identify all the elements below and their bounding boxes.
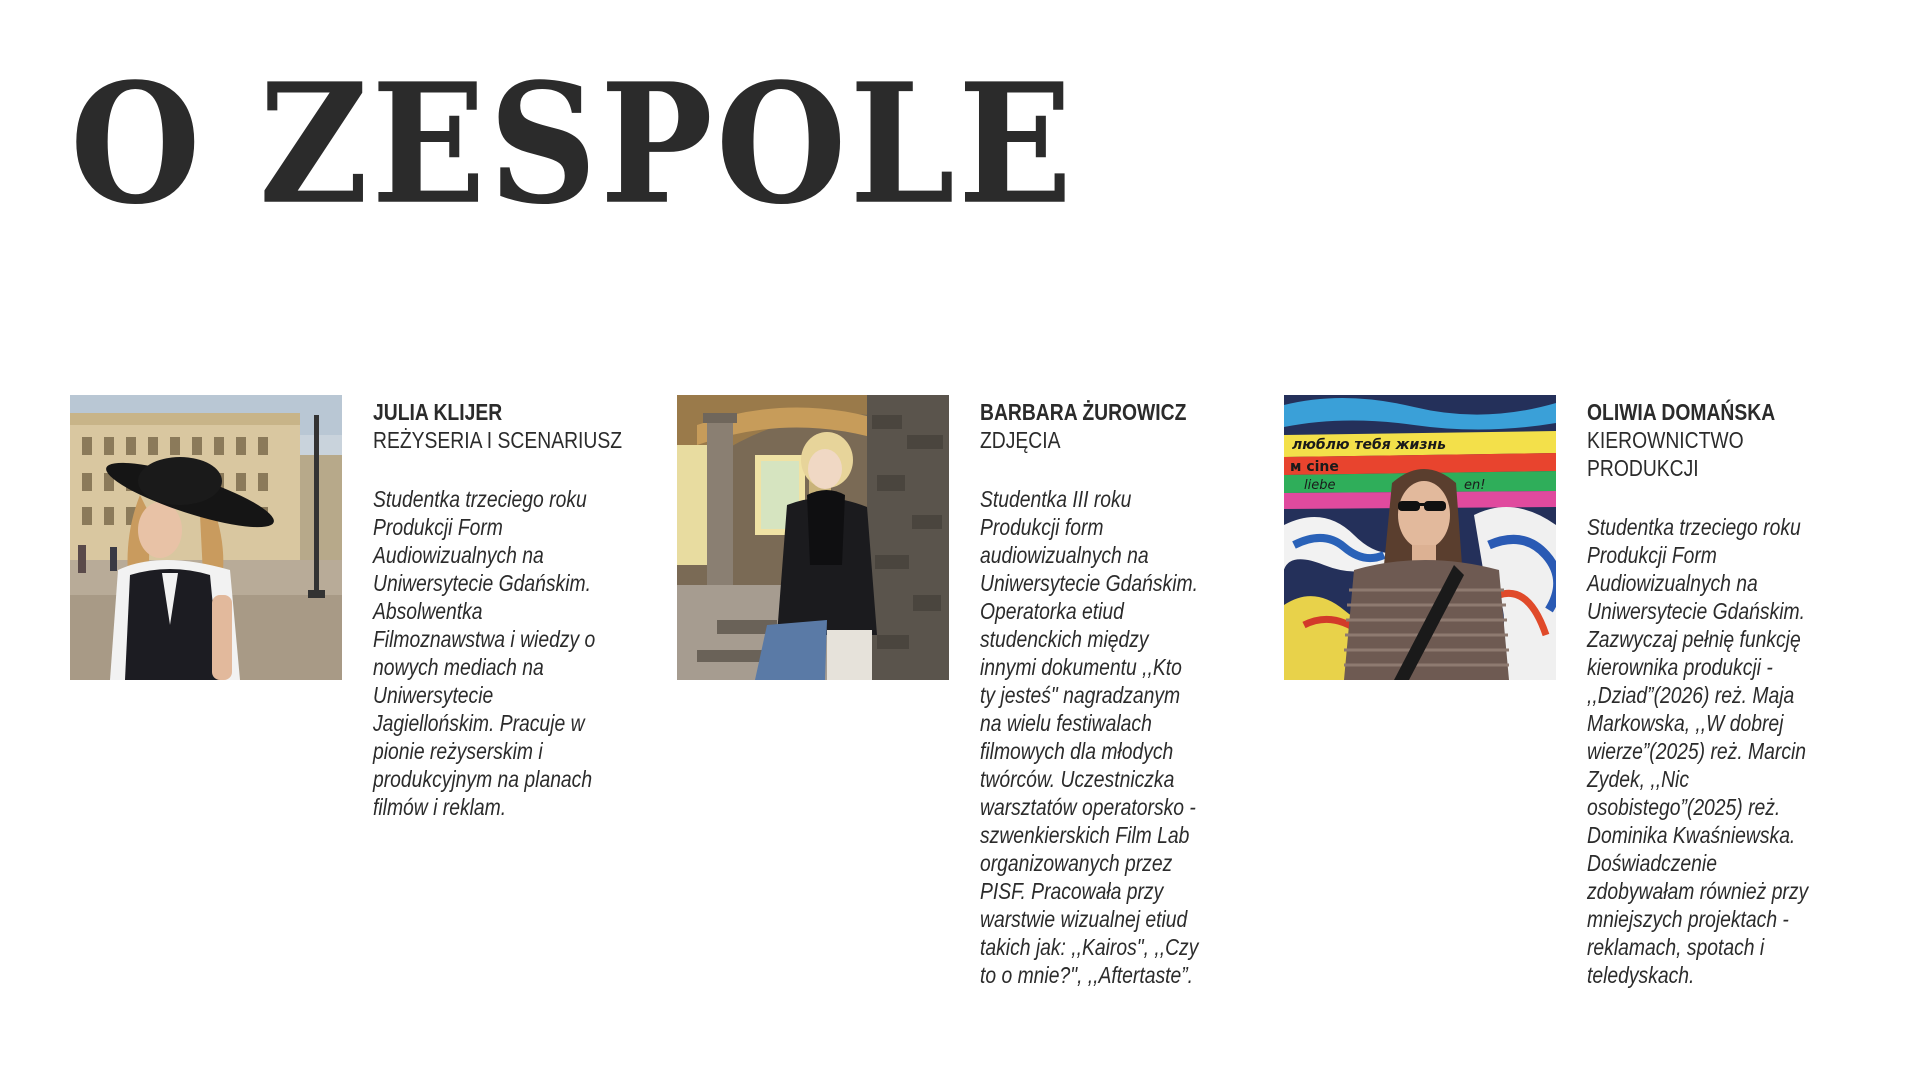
graffiti-text: liebe bbox=[1304, 478, 1336, 493]
member-role: ZDJĘCIA bbox=[980, 427, 1061, 453]
member-name: BARBARA ŻUROWICZ bbox=[980, 399, 1187, 425]
photo-arcade-image bbox=[677, 395, 949, 680]
member-bio: Studentka trzeciego roku Produkcji Form Audiowizualnych na Uniwersytecie Gdańskim. Zazwyczaj pełnię funkcję kierownika produkcji - ,,Dziad”(2026) reż. Maja Markowska, ,,W dobrej wierze”(2025) reż. Marcin Zydek, ,,Nic osobistego”(2025) reż. Dominika Kwaśniewska. Doświadczenie zdobywałam również przy mniejszych projektach - reklamach, spotach i teledyskach. bbox=[1587, 514, 1809, 988]
member-photo bbox=[70, 395, 342, 680]
graffiti-text: en! bbox=[1464, 478, 1486, 493]
graffiti-text: м сine bbox=[1290, 459, 1339, 475]
member-info bbox=[373, 395, 665, 821]
member-role: REŻYSERIA I SCENARIUSZ bbox=[373, 427, 623, 453]
member-info bbox=[1587, 395, 1879, 989]
team-member-card bbox=[70, 395, 670, 1015]
member-info bbox=[980, 395, 1272, 989]
member-photo bbox=[677, 395, 949, 680]
member-bio: Studentka trzeciego roku Produkcji Form Audiowizualnych na Uniwersytecie Gdańskim. Absolwentka Filmoznawstwa i wiedzy o nowych mediach na Uniwersytecie Jagiellońskim. Pracuje w pionie reżyserskim i produkcyjnym na planach filmów i reklam. bbox=[373, 486, 596, 820]
page-title: O ZESPOLE bbox=[70, 47, 1076, 242]
photo-graffiti-wall-image bbox=[1284, 395, 1556, 680]
member-role: KIEROWNICTWO PRODUKCJI bbox=[1587, 427, 1744, 481]
team-member-card bbox=[1284, 395, 1884, 1015]
member-photo bbox=[1284, 395, 1556, 680]
member-bio: Studentka III roku Produkcji form audiowizualnych na Uniwersytecie Gdańskim. Operatorka etiud studenckich między innymi dokumentu ,,Kto ty jesteś" nagradzanym na wielu festiwalach filmowych dla młodych twórców. Uczestniczka warsztatów operatorsko - szwenkierskich Film Lab organizowanych przez PISF. Pracowała przy warstwie wizualnej etiud takich jak: ,,Kairos", ,,Czy to o mnie?", ,,Aftertaste”. bbox=[980, 486, 1199, 988]
team-member-card bbox=[677, 395, 1277, 1015]
member-name: OLIWIA DOMAŃSKA bbox=[1587, 399, 1776, 425]
member-name: JULIA KLIJER bbox=[373, 399, 503, 425]
graffiti-text: люблю тебя жизнь bbox=[1292, 437, 1447, 453]
photo-street-hat-image bbox=[70, 395, 342, 680]
